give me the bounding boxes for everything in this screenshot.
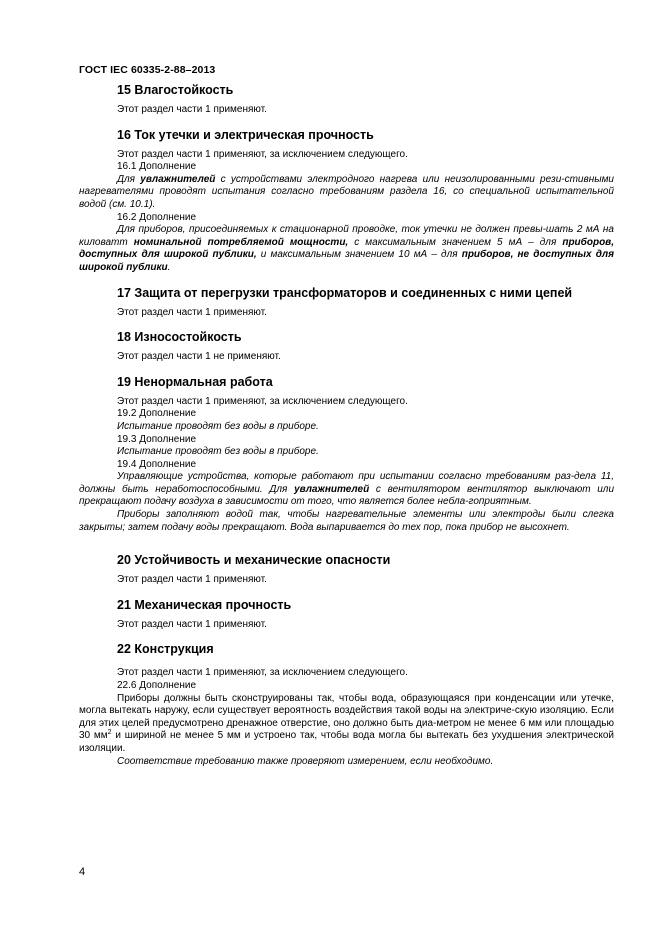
page-number: 4: [79, 866, 86, 878]
section-16-1-label: 16.1 Дополнение: [117, 161, 197, 173]
section-18-title: 18 Износостойкость: [117, 330, 242, 345]
section-19-title: 19 Ненормальная работа: [117, 374, 273, 389]
section-19-3-text: Испытание проводят без воды в приборе.: [117, 446, 319, 458]
section-20-title: 20 Устойчивость и механические опасности: [117, 553, 391, 568]
section-22-6-text: Приборы должны быть сконструированы так, чтобы вода, образующаяся при конденсации или утечке, могла вытекать наружу, если существует вероятность воздействия такой воды на электриче-скую изоляцию. Если для этих целей предусмотрено дренажное отверстие, оно должно быть диа-метром не менее 6 мм или площадью 30 $мм^2$ и шириной не менее 5 мм и устроено так, чтобы вода могла бы вытекать без ухудшения электрической изоляции.: [79, 692, 614, 754]
section-22-title: 22 Конструкция: [117, 642, 214, 657]
section-21-text: Этот раздел части 1 применяют.: [117, 618, 267, 630]
section-16-2-text: Для приборов, присоединяемых к стационарной проводке, ток утечки не должен превы-шать 2 мА на киловатт номинальной потребляемой мощности, с максимальным значением 5 мА – для приборов, доступных для широкой публики, и максимальным значением 10 мА – для приборов, не доступных для широкой публики.: [79, 224, 615, 273]
section-15-title: 15 Влагостойкость: [117, 83, 234, 97]
section-16-intro: Этот раздел части 1 применяют, за исключением следующего.: [117, 148, 408, 160]
section-19-2-text: Испытание проводят без воды в приборе.: [117, 420, 319, 432]
section-19-intro: Этот раздел части 1 применяют, за исключением следующего.: [117, 395, 408, 407]
section-21-title: 21 Механическая прочность: [117, 597, 292, 612]
section-19-4-text: Управляющие устройства, которые работают при испытании согласно требованиям раз-дела 11, должны быть неработоспособными. Для увлажнителей с вентилятором вентилятор выключают или прекращают подачу воздуха в зависимости от того, что является более небла-гоприятным.: [79, 471, 615, 508]
section-16-2-label: 16.2 Дополнение: [117, 211, 197, 223]
section-20-text: Этот раздел части 1 применяют.: [117, 574, 267, 586]
section-19-2-label: 19.2 Дополнение: [117, 408, 197, 420]
section-22-6-label: 22.6 Дополнение: [117, 680, 197, 692]
section-19-4-text-2: Приборы заполняют водой так, чтобы нагревательные элементы или электроды были слегка закрыты; затем подачу воды прекращают. Вода выпаривается до тех пор, пока прибор не высохнет.: [79, 509, 614, 533]
section-19-4-label: 19.4 Дополнение: [117, 458, 197, 470]
section-22-6-compliance: Соответствие требованию также проверяют измерением, если необходимо.: [117, 755, 494, 767]
section-15-text: Этот раздел части 1 применяют.: [117, 104, 267, 115]
document-body: [79, 82, 614, 768]
section-18-text: Этот раздел части 1 не применяют.: [117, 351, 281, 363]
section-16-1-text: Для увлажнителей с устройствами электродного нагрева или неизолированными рези-стивными нагревателями проводят испытания согласно требованиям раздела 16, со специальной испытательной водой (см. 10.1).: [79, 173, 614, 210]
section-19-3-label: 19.3 Дополнение: [117, 433, 197, 445]
section-17-text: Этот раздел части 1 применяют.: [117, 306, 267, 318]
document-header: ГОСТ IEC 60335-2-88–2013: [79, 64, 216, 76]
section-17-title: 17 Защита от перегрузки трансформаторов и соединенных с ними цепей: [117, 285, 573, 300]
section-22-intro: Этот раздел части 1 применяют, за исключением следующего.: [117, 667, 408, 679]
section-16-title: 16 Ток утечки и электрическая прочность: [117, 127, 374, 142]
